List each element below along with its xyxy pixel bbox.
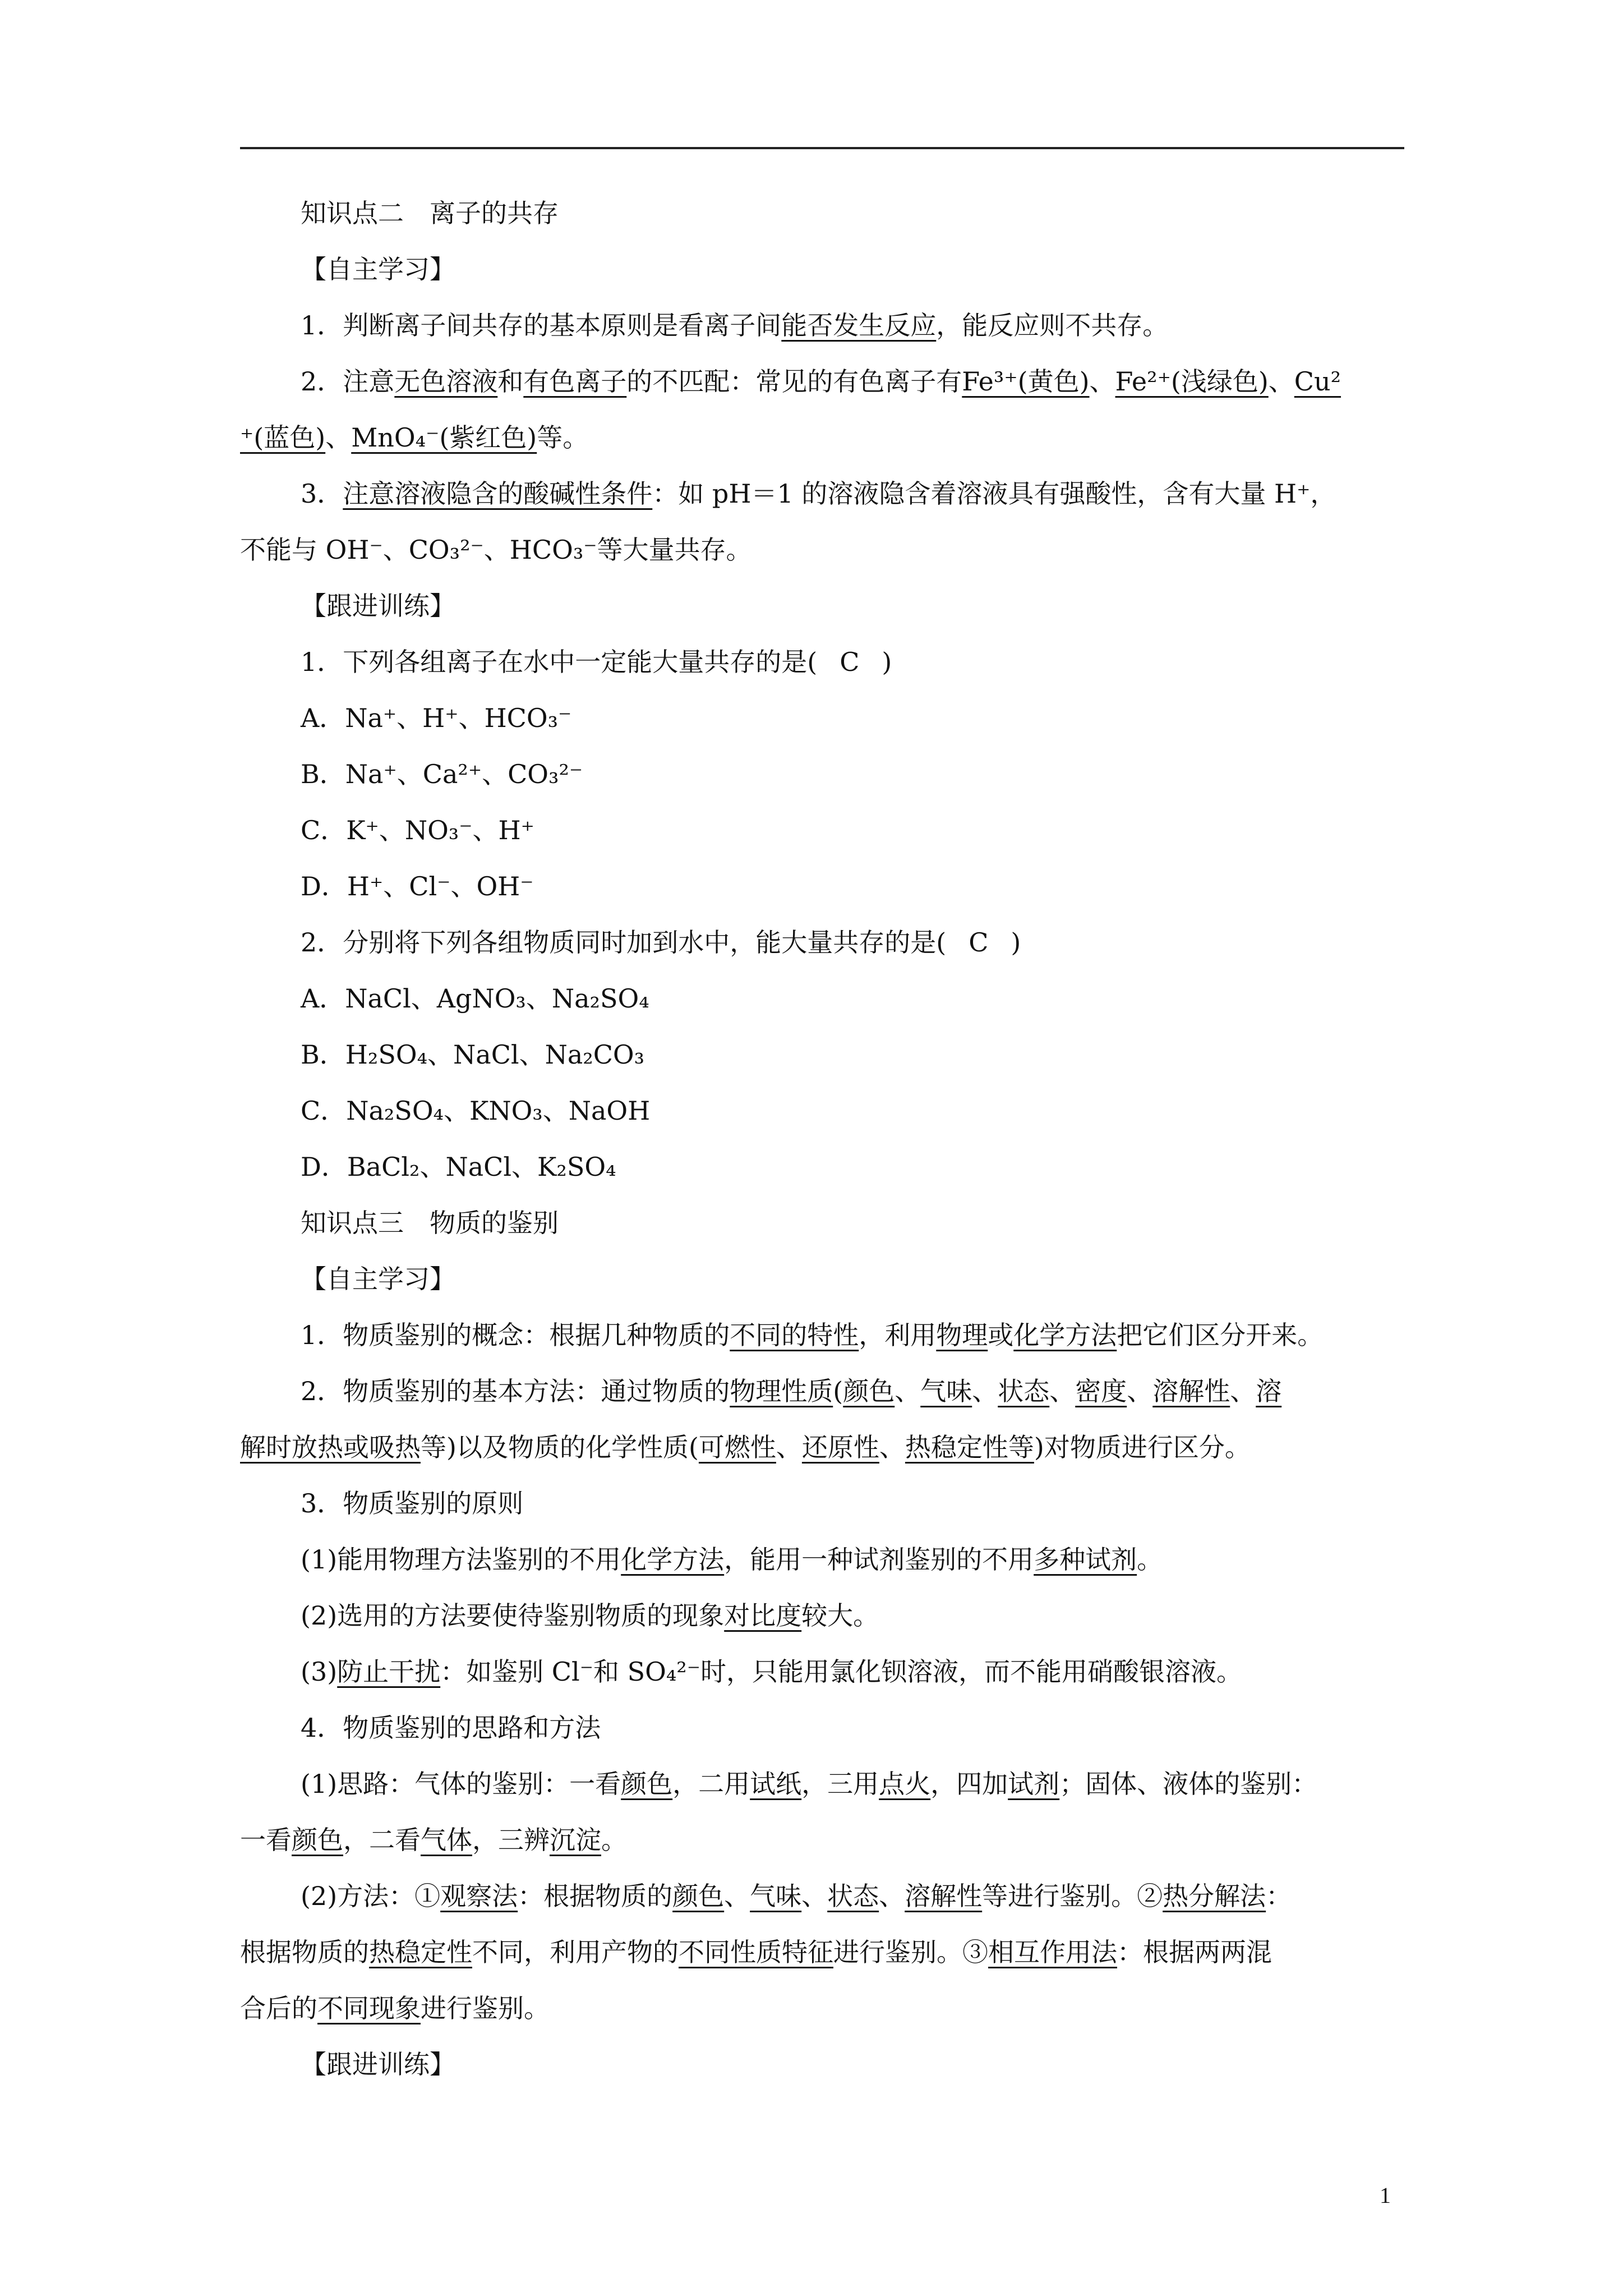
underlined-answer: 不同现象	[317, 1993, 421, 2023]
question-stem: 2．分别将下列各组物质同时加到水中，能大量共存的是(	[301, 927, 947, 958]
underlined-answer: 状态	[998, 1376, 1050, 1406]
underlined-answer: 对比度	[724, 1600, 802, 1631]
underlined-answer: 试纸	[750, 1769, 802, 1799]
paragraph	[240, 1644, 1404, 1700]
text: )	[1011, 927, 1021, 958]
text: )对物质进行区分。	[1034, 1432, 1251, 1462]
underlined-answer: Fe³⁺(黄色)	[962, 366, 1090, 397]
option-text: B．Na⁺、Ca²⁺、CO₃²⁻	[301, 759, 583, 789]
question-answer: C	[969, 927, 989, 958]
subheading	[240, 578, 1404, 634]
question-option	[240, 746, 1404, 802]
underlined-answer: 还原性	[801, 1432, 879, 1462]
text: (1)思路：气体的鉴别：一看	[301, 1769, 621, 1799]
text: 较大。	[801, 1600, 879, 1631]
option-text: D．BaCl₂、NaCl、K₂SO₄	[301, 1152, 616, 1182]
subheading	[240, 241, 1404, 297]
underlined-answer: 热稳定性等	[905, 1432, 1034, 1462]
text: ：如鉴别 Cl⁻和 SO₄²⁻时，只能用氯化钡溶液，而不能用硝酸银溶液。	[440, 1657, 1242, 1687]
underlined-answer: 化学方法	[1013, 1320, 1117, 1350]
underlined-answer: 可燃性	[698, 1432, 776, 1462]
question-option	[240, 858, 1404, 914]
paragraph-continuation	[240, 1980, 1404, 2036]
paragraph	[240, 1363, 1404, 1419]
underlined-answer: 溶解性	[1152, 1376, 1230, 1406]
question-option	[240, 1027, 1404, 1083]
text: )	[882, 647, 892, 677]
text: ，二看	[343, 1825, 421, 1855]
underlined-answer: 注意溶液隐含的酸碱性条件	[343, 478, 653, 509]
underlined-answer: Cu²	[1294, 366, 1341, 397]
text: (3)	[301, 1657, 338, 1687]
page-number: 1	[1380, 2183, 1391, 2208]
text: 把它们区分开来。	[1117, 1320, 1324, 1350]
text: 、	[895, 1376, 921, 1406]
underlined-answer: 颜色	[621, 1769, 673, 1799]
option-text: C．K⁺、NO₃⁻、H⁺	[301, 815, 534, 845]
underlined-answer: 不同的特性	[730, 1320, 859, 1350]
text: ，三辨	[472, 1825, 550, 1855]
text: 2．物质鉴别的基本方法：通过物质的	[301, 1376, 730, 1406]
text: 、	[724, 1881, 750, 1911]
subheading-text: 【自主学习】	[301, 1264, 455, 1294]
paragraph	[240, 1868, 1404, 1924]
underlined-answer: 有色离子	[523, 366, 627, 397]
underlined-answer: ⁺(蓝色)	[240, 422, 326, 453]
text: 、	[1127, 1376, 1153, 1406]
text: 、	[972, 1376, 998, 1406]
subheading-text: 【跟进训练】	[301, 591, 455, 621]
underlined-answer: 观察法	[440, 1881, 518, 1911]
underlined-answer: 物理性质	[730, 1376, 833, 1406]
text: 3．物质鉴别的原则	[301, 1488, 524, 1519]
text: (2)选用的方法要使待鉴别物质的现象	[301, 1600, 725, 1631]
option-text: A．NaCl、AgNO₃、Na₂SO₄	[301, 983, 649, 1014]
subheading-text: 【自主学习】	[301, 254, 455, 284]
section-title	[240, 1195, 1404, 1251]
text: ：根据两两混	[1117, 1937, 1272, 1967]
underlined-answer: 试剂	[1008, 1769, 1060, 1799]
text: ，能反应则不共存。	[936, 310, 1169, 341]
paragraph	[240, 1588, 1404, 1644]
paragraph-continuation	[240, 1419, 1404, 1475]
text: ：如 pH＝1 的溶液隐含着溶液具有强酸性，含有大量 H⁺，	[652, 478, 1336, 509]
underlined-answer: 物理	[936, 1320, 988, 1350]
underlined-answer: 防止干扰	[337, 1657, 441, 1687]
text: 的不匹配：常见的有色离子有	[626, 366, 962, 397]
text: 或	[988, 1320, 1014, 1350]
underlined-answer: 热稳定性	[369, 1937, 472, 1967]
option-text: A．Na⁺、H⁺、HCO₃⁻	[301, 703, 572, 733]
text: ：	[1266, 1881, 1292, 1911]
text: ，四加	[930, 1769, 1008, 1799]
paragraph-continuation	[240, 1812, 1404, 1868]
option-text: B．H₂SO₄、NaCl、Na₂CO₃	[301, 1039, 645, 1070]
text: (1)能用物理方法鉴别的不用	[301, 1544, 621, 1575]
option-text: C．Na₂SO₄、KNO₃、NaOH	[301, 1096, 651, 1126]
question-option	[240, 690, 1404, 746]
text: 等。	[537, 422, 589, 453]
question-option	[240, 1083, 1404, 1139]
option-text: D．H⁺、Cl⁻、OH⁻	[301, 871, 534, 901]
question	[240, 914, 1404, 970]
question-option	[240, 1139, 1404, 1195]
question-stem: 1．下列各组离子在水中一定能大量共存的是(	[301, 647, 818, 677]
underlined-answer: 气味	[920, 1376, 972, 1406]
paragraph	[240, 1307, 1404, 1363]
underlined-answer: 多种试剂	[1034, 1544, 1137, 1575]
underlined-answer: 沉淀	[550, 1825, 601, 1855]
text: ，二用	[672, 1769, 750, 1799]
text: ：根据物质的	[518, 1881, 673, 1911]
paragraph	[240, 1475, 1404, 1531]
text: 不能与 OH⁻、CO₃²⁻、HCO₃⁻等大量共存。	[240, 535, 752, 565]
text: 不同，利用产物的	[472, 1937, 679, 1967]
underlined-answer: 化学方法	[621, 1544, 725, 1575]
subheading	[240, 1251, 1404, 1307]
underlined-answer: Fe²⁺(浅绿色)	[1115, 366, 1269, 397]
question-option	[240, 970, 1404, 1027]
document-body	[240, 185, 1404, 2092]
underlined-answer: 解时放热或吸热	[240, 1432, 421, 1462]
text: 4．物质鉴别的思路和方法	[301, 1713, 601, 1743]
paragraph	[240, 1700, 1404, 1756]
underlined-answer: 颜色	[672, 1881, 725, 1911]
text: 1．判断离子间共存的基本原则是看离子间	[301, 310, 782, 341]
underlined-answer: 点火	[879, 1769, 931, 1799]
text: 根据物质的	[240, 1937, 369, 1967]
paragraph	[240, 466, 1404, 522]
underlined-answer: 颜色	[292, 1825, 343, 1855]
header-rule	[240, 147, 1404, 149]
subheading	[240, 2036, 1404, 2092]
text: 、	[1049, 1376, 1076, 1406]
paragraph-continuation	[240, 1924, 1404, 1980]
text: 3．	[301, 478, 343, 509]
text: ，能用一种试剂鉴别的不用	[724, 1544, 1034, 1575]
text: 进行鉴别。	[421, 1993, 550, 2023]
underlined-answer: 相互作用法	[988, 1937, 1117, 1967]
text: 、	[776, 1432, 802, 1462]
question-option	[240, 802, 1404, 858]
text: 。	[601, 1825, 627, 1855]
underlined-answer: 气味	[750, 1881, 802, 1911]
underlined-answer: 颜色	[843, 1376, 895, 1406]
section-title-text: 知识点三 物质的鉴别	[301, 1208, 559, 1238]
text: 进行鉴别。③	[833, 1937, 988, 1967]
question	[240, 634, 1404, 690]
underlined-answer: 热分解法	[1163, 1881, 1266, 1911]
text: 、	[1230, 1376, 1256, 1406]
underlined-answer: 能否发生反应	[781, 310, 937, 341]
text: ，利用	[859, 1320, 937, 1350]
text: 合后的	[240, 1993, 317, 2023]
subheading-text: 【跟进训练】	[301, 2049, 455, 2079]
text: 、	[801, 1881, 828, 1911]
text: 。	[1137, 1544, 1163, 1575]
underlined-answer: MnO₄⁻(紫红色)	[351, 422, 537, 453]
paragraph	[240, 1756, 1404, 1812]
underlined-answer: 溶解性	[905, 1881, 983, 1911]
underlined-answer: 气体	[421, 1825, 472, 1855]
underlined-answer: 溶	[1256, 1376, 1282, 1406]
text: (	[833, 1376, 843, 1406]
text: 和	[497, 366, 524, 397]
text: 等)以及物质的化学性质(	[421, 1432, 699, 1462]
underlined-answer: 不同性质特征	[679, 1937, 833, 1967]
text: 、	[1268, 366, 1294, 397]
text: 、	[325, 422, 352, 453]
text: 一看	[240, 1825, 292, 1855]
paragraph	[240, 1531, 1404, 1588]
text: ；固体、液体的鉴别：	[1059, 1769, 1318, 1799]
underlined-answer: 无色溶液	[394, 366, 498, 397]
text: 、	[879, 1881, 905, 1911]
text: 1．物质鉴别的概念：根据几种物质的	[301, 1320, 730, 1350]
text: 2．注意	[301, 366, 395, 397]
paragraph-continuation	[240, 522, 1404, 578]
text: ，三用	[801, 1769, 879, 1799]
paragraph	[240, 353, 1404, 409]
text: 、	[879, 1432, 905, 1462]
question-answer: C	[840, 647, 860, 677]
paragraph-continuation	[240, 409, 1404, 466]
text: 、	[1089, 366, 1115, 397]
section-title	[240, 185, 1404, 241]
underlined-answer: 密度	[1075, 1376, 1127, 1406]
section-title-text: 知识点二 离子的共存	[301, 198, 559, 228]
text: (2)方法：①	[301, 1881, 441, 1911]
paragraph	[240, 297, 1404, 353]
text: 等进行鉴别。②	[982, 1881, 1163, 1911]
underlined-answer: 状态	[827, 1881, 879, 1911]
